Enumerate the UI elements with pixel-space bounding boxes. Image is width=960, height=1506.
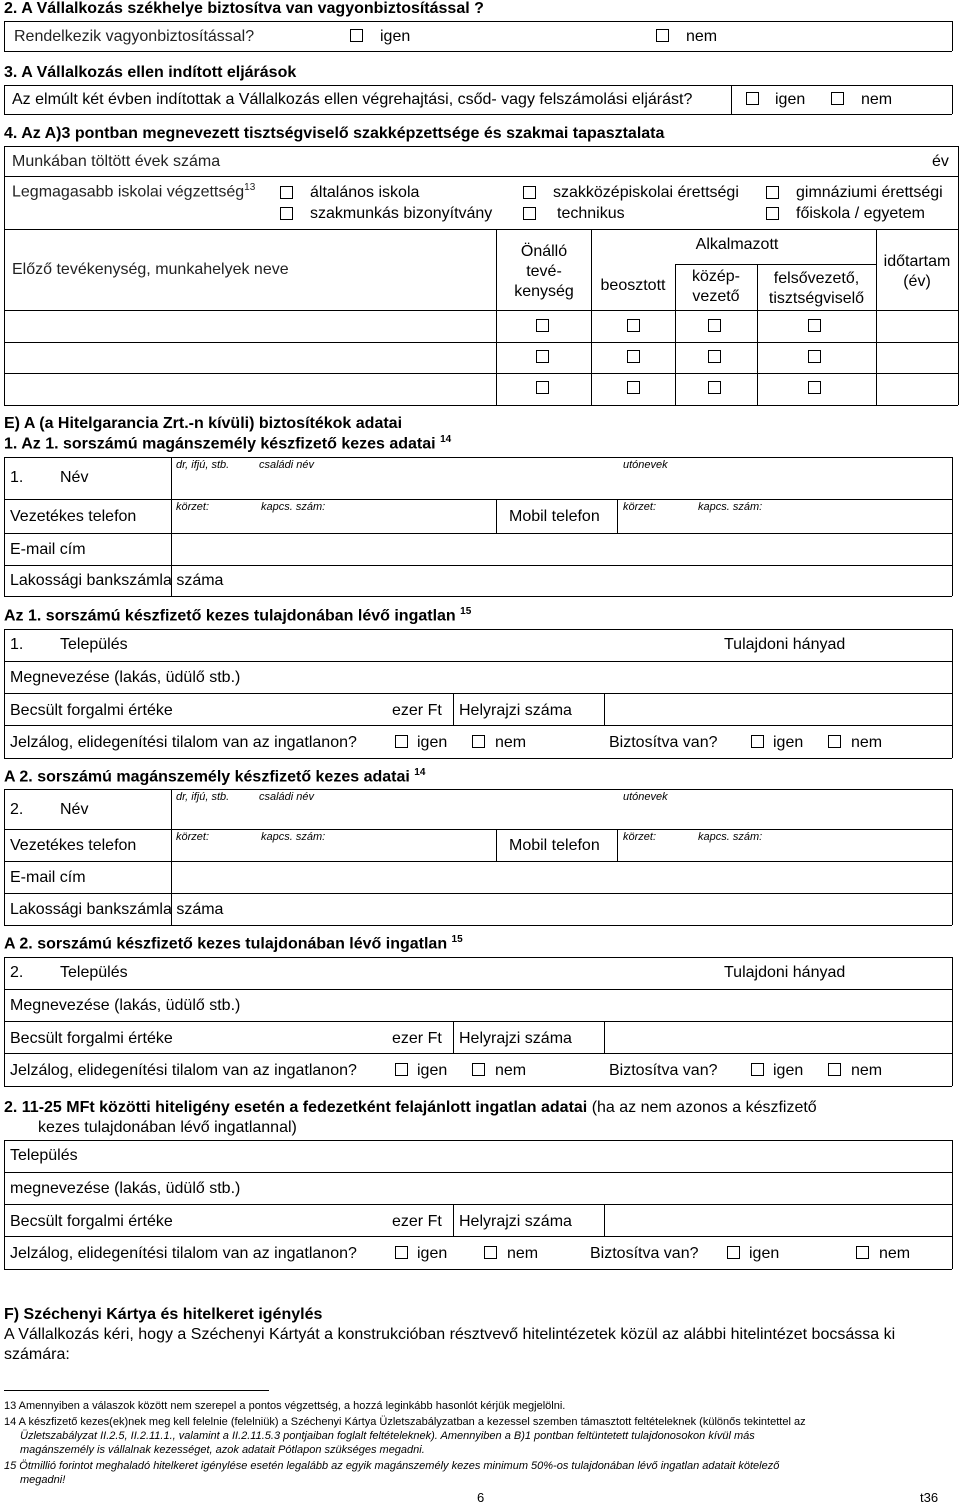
q2-no-checkbox[interactable] [656,29,669,42]
insured-no-label: nem [879,1245,911,1262]
q3-heading: 3. A Vállalkozás ellen indított eljárások [4,64,297,81]
mortgage-yes-checkbox[interactable] [395,1246,408,1259]
collateral-mortgage-label: Jelzálog, elidegenítési tilalom van az ingatlanon? [10,1245,357,1262]
mortgage-no-checkbox[interactable] [472,735,485,748]
footnote-15-cont: megadni! [20,1474,66,1486]
insured-no-label: nem [851,734,883,751]
q2-no-label: nem [686,28,718,45]
edu-option-checkbox[interactable] [280,207,293,220]
collateral-town-label: Település [10,1147,78,1164]
guarantor1-phone-label: Vezetékes telefon [10,508,137,525]
edu-option-label: általános iskola [310,184,420,201]
insured-no-checkbox[interactable] [828,1063,841,1076]
prev-activity-label: Előző tevékenység, munkahelyek neve [12,261,289,278]
mortgage-no-checkbox[interactable] [484,1246,497,1259]
mortgage-no-label: nem [495,734,527,751]
exp-checkbox[interactable] [536,350,549,363]
exp-checkbox[interactable] [536,319,549,332]
collateral-desc-label: megnevezése (lakás, üdülő stb.) [10,1180,241,1197]
property1-desc-label: Megnevezése (lakás, üdülő stb.) [10,669,241,686]
mortgage-no-checkbox[interactable] [472,1063,485,1076]
years-unit: év [932,153,949,170]
guarantor1-number: 1. [10,469,24,486]
collateral-unit: ezer Ft [392,1213,442,1230]
property2-value-label: Becsült forgalmi értéke [10,1030,173,1047]
years-label: Munkában töltött évek száma [12,153,221,170]
col-middle-manager: közép- vezető [691,268,741,305]
insured-label: Biztosítva van? [609,1062,718,1079]
page-code: t36 [920,1490,939,1505]
footnote-14: 14 A készfizető kezes(ek)nek meg kell felelnie (felelniük) a Széchenyi Kártya Üzletszabályzatban a kezessel szemben támasztott feltételeknek (különős tekintettel az [4,1416,806,1428]
col-self-employed: Önálló tevé- kenység [514,243,574,300]
q4-heading: 4. Az A)3 pontban megnevezett tisztségviselő szakképzettsége és szakmai tapasztalata [4,125,665,142]
property1-share-label: Tulajdoni hányad [724,636,846,653]
number-hint: kapcs. szám: [261,501,326,513]
col-duration: időtartam (év) [883,253,951,290]
exp-checkbox[interactable] [536,381,549,394]
mortgage-no-label: nem [495,1062,527,1079]
page-number: 6 [477,1490,485,1505]
property2-unit: ezer Ft [392,1030,442,1047]
insured-yes-checkbox[interactable] [751,735,764,748]
collateral-lot-label: Helyrajzi száma [459,1213,572,1230]
edu-option-label: gimnáziumi érettségi [796,184,943,201]
mortgage-yes-checkbox[interactable] [395,1063,408,1076]
insured-yes-label: igen [773,1062,804,1079]
property1-heading: Az 1. sorszámú készfizető kezes tulajdonában lévő ingatlan $^{15}$ [4,606,472,625]
property2-mortgage-label: Jelzálog, elidegenítési tilalom van az ingatlanon? [10,1062,357,1079]
edu-option-label: szakmunkás bizonyítvány [310,205,493,222]
insured-label: Biztosítva van? [590,1245,699,1262]
guarantor2-phone-label: Vezetékes telefon [10,837,137,854]
col-employed: Alkalmazott [695,236,779,253]
guarantor2-name-label: Név [60,801,89,818]
edu-option-checkbox[interactable] [523,207,536,220]
guarantor2-email-label: E-mail cím [10,869,86,886]
exp-checkbox[interactable] [808,381,821,394]
col-subordinate: beosztott [600,277,666,294]
property1-number: 1. [10,636,24,653]
property1-town-label: Település [60,636,128,653]
guarantor1-heading: 1. Az 1. sorszámú magánszemély készfizető kezes adatai $^{14}$ [4,434,452,453]
edu-option-checkbox[interactable] [766,207,779,220]
property1-mortgage-label: Jelzálog, elidegenítési tilalom van az ingatlanon? [10,734,357,751]
collateral-heading: 2. 11-25 MFt közötti hiteligény esetén a fedezetként felajánlott ingatlan adatai (ha az nem azonos a készfizető [4,1099,817,1116]
guarantor1-name-label: Név [60,469,89,486]
guarantor1-email-label: E-mail cím [10,541,86,558]
collateral-heading-cont: kezes tulajdonában lévő ingatlannal) [38,1119,297,1136]
exp-checkbox[interactable] [708,350,721,363]
property2-share-label: Tulajdoni hányad [724,964,846,981]
edu-option-checkbox[interactable] [766,186,779,199]
area-code-hint: körzet: [176,831,210,843]
name-hint-surname: családi név [259,791,315,803]
exp-checkbox[interactable] [627,381,640,394]
number-hint: kapcs. szám: [698,831,763,843]
insured-no-checkbox[interactable] [856,1246,869,1259]
guarantor2-heading: A 2. sorszámú magánszemély készfizető kezes adatai $^{14}$ [4,767,426,786]
insured-label: Biztosítva van? [609,734,718,751]
name-hint-title: dr, ifjú, stb. [176,791,230,803]
insured-no-label: nem [851,1062,883,1079]
collateral-value-label: Becsült forgalmi értéke [10,1213,173,1230]
q2-heading: 2. A Vállalkozás székhelye biztosítva van vagyonbiztosítással ? [4,0,484,17]
f-text-cont: számára: [4,1346,70,1363]
col-senior-manager: felsővezető, tisztségviselő [768,270,865,307]
property2-town-label: Település [60,964,128,981]
insured-yes-label: igen [773,734,804,751]
name-hint-firstnames: utónevek [623,791,668,803]
edu-option-checkbox[interactable] [280,186,293,199]
insured-yes-checkbox[interactable] [751,1063,764,1076]
property2-number: 2. [10,964,24,981]
exp-checkbox[interactable] [708,381,721,394]
insured-no-checkbox[interactable] [828,735,841,748]
number-hint: kapcs. szám: [698,501,763,513]
exp-checkbox[interactable] [808,319,821,332]
property1-value-label: Becsült forgalmi értéke [10,702,173,719]
education-label: Legmagasabb iskolai végzettség$^{13}$ [12,182,256,201]
guarantor2-mobile-label: Mobil telefon [509,837,600,854]
e-heading: E) A (a Hitelgarancia Zrt.-n kívüli) biztosítékok adatai [4,415,403,432]
footnote-13: 13 Amennyiben a válaszok között nem szerepel a pontos végzettség, a hozzá leginkább hasonlót kérjük megjelölni. [4,1400,566,1412]
edu-option-label: szakközépiskolai érettségi [553,184,739,201]
q2-yes-checkbox[interactable] [350,29,363,42]
name-hint-surname: családi név [259,459,315,471]
guarantor2-number: 2. [10,801,24,818]
footnote-15: 15 Ötmillió forintot meghaladó hitelkeret igénylése esetén legalább az egyik magánszemély kezes minimum 50%-os tulajdonában lévő ingatlan adatait kötelező [4,1460,780,1472]
mortgage-yes-label: igen [417,1245,448,1262]
name-hint-title: dr, ifjú, stb. [176,459,230,471]
guarantor1-bank-label: Lakossági bankszámla száma [10,572,224,589]
number-hint: kapcs. szám: [261,831,326,843]
insured-yes-label: igen [749,1245,780,1262]
footnote-14-cont: Üzletszabályzat II.2.5, II.2.11.1., valamint a II.2.11.5.3 pontjaiban foglalt feltételeknek). Amennyiben a B)1 pontban feltüntetett tulajdonosokon kívül más [20,1430,755,1442]
footnote-14-cont: magánszemély is vállalnak kezességet, azok adatait Pótlapon szükséges megadni. [20,1444,425,1456]
edu-option-label: főiskola / egyetem [796,205,925,222]
q3-question: Az elmúlt két évben indítottak a Vállalkozás ellen végrehajtási, csőd- vagy felszámolási eljárást? [12,91,693,108]
edu-option-label: technikus [557,205,625,222]
exp-checkbox[interactable] [708,319,721,332]
guarantor2-bank-label: Lakossági bankszámla száma [10,901,224,918]
q3-no-checkbox[interactable] [831,92,844,105]
exp-checkbox[interactable] [808,350,821,363]
property1-unit: ezer Ft [392,702,442,719]
exp-checkbox[interactable] [627,319,640,332]
area-code-hint: körzet: [623,501,657,513]
property1-lot-label: Helyrajzi száma [459,702,572,719]
area-code-hint: körzet: [623,831,657,843]
mortgage-yes-checkbox[interactable] [395,735,408,748]
guarantor1-mobile-label: Mobil telefon [509,508,600,525]
exp-checkbox[interactable] [627,350,640,363]
edu-option-checkbox[interactable] [523,186,536,199]
f-heading: F) Széchenyi Kártya és hitelkeret igénylés [4,1306,323,1323]
property2-lot-label: Helyrajzi száma [459,1030,572,1047]
area-code-hint: körzet: [176,501,210,513]
property2-heading: A 2. sorszámú készfizető kezes tulajdonában lévő ingatlan $^{15}$ [4,934,463,953]
mortgage-no-label: nem [507,1245,539,1262]
q3-yes-label: igen [775,91,806,108]
mortgage-yes-label: igen [417,734,448,751]
f-text: A Vállalkozás kéri, hogy a Széchenyi Kártyát a konstrukcióban résztvevő hitelintézetek közül az alábbi hitelintézet bocsássa ki [4,1326,896,1343]
q2-yes-label: igen [380,28,411,45]
q3-no-label: nem [861,91,893,108]
q2-question: Rendelkezik vagyonbiztosítással? [14,28,255,45]
mortgage-yes-label: igen [417,1062,448,1079]
q3-yes-checkbox[interactable] [746,92,759,105]
name-hint-firstnames: utónevek [623,459,668,471]
property2-desc-label: Megnevezése (lakás, üdülő stb.) [10,997,241,1014]
insured-yes-checkbox[interactable] [727,1246,740,1259]
